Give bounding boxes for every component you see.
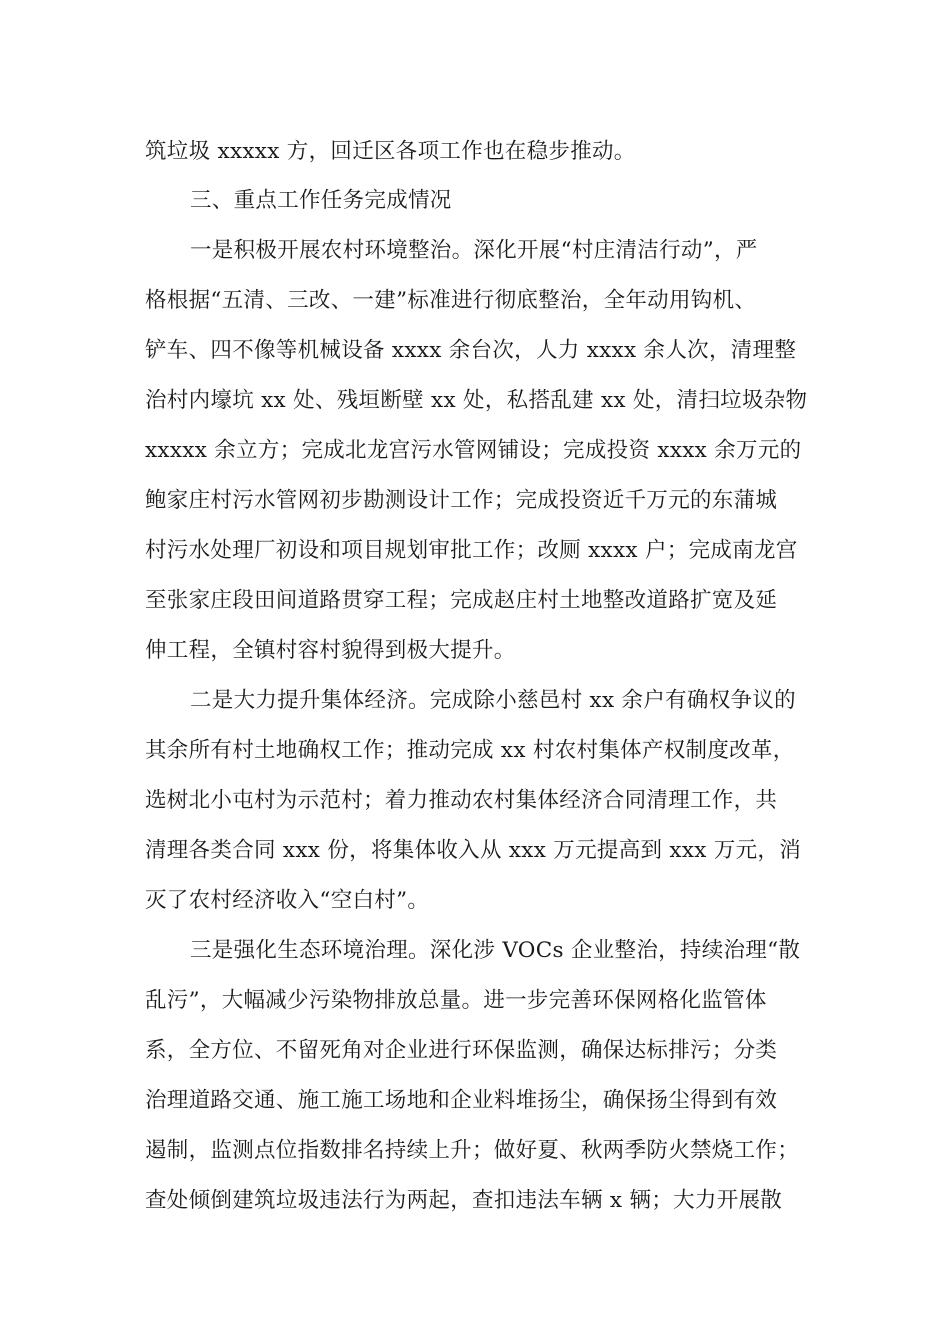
text-line: xxxxx 余立方；完成北龙宫污水管网铺设；完成投资 xxxx 余万元的	[145, 438, 802, 463]
text-line: 一是积极开展农村环境整治。深化开展“村庄清洁行动”，严	[190, 238, 758, 263]
text-line: 治理道路交通、施工施工场地和企业料堆扬尘，确保扬尘得到有效	[145, 1088, 778, 1113]
text-line: 灭了农村经济收入“空白村”。	[145, 888, 430, 913]
text-line: 二是大力提升集体经济。完成除小慈邑村 xx 余户有确权争议的	[190, 688, 796, 713]
section-heading: 三、重点工作任务完成情况	[190, 188, 452, 213]
text-line: 三是强化生态环境治理。深化涉 VOCs 企业整治，持续治理“散	[190, 938, 801, 963]
text-line: 乱污”，大幅减少污染物排放总量。进一步完善环保网格化监管体	[145, 988, 767, 1013]
text-line: 伸工程，全镇村容村貌得到极大提升。	[145, 638, 516, 663]
text-line: 治村内壕坑 xx 处、残垣断壁 xx 处，私搭乱建 xx 处，清扫垃圾杂物	[145, 388, 808, 413]
text-line: 村污水处理厂初设和项目规划审批工作；改厕 xxxx 户；完成南龙宫	[145, 538, 798, 563]
text-line: 至张家庄段田间道路贯穿工程；完成赵庄村土地整改道路扩宽及延	[145, 588, 778, 613]
text-line: 遏制，监测点位指数排名持续上升；做好夏、秋两季防火禁烧工作；	[145, 1138, 800, 1163]
text-line: 筑垃圾 xxxxx 方，回迁区各项工作也在稳步推动。	[145, 139, 636, 164]
text-line: 格根据“五清、三改、一建”标准进行彻底整治，全年动用钩机、	[145, 288, 757, 313]
text-line: 铲车、四不像等机械设备 xxxx 余台次，人力 xxxx 余人次，清理整	[145, 338, 797, 363]
text-line: 选树北小屯村为示范村；着力推动农村集体经济合同清理工作，共	[145, 788, 778, 813]
text-line: 鲍家庄村污水管网初步勘测设计工作；完成投资近千万元的东蒲城	[145, 488, 778, 513]
text-line: 清理各类合同 xxx 份，将集体收入从 xxx 万元提高到 xxx 万元，消	[145, 838, 802, 863]
text-line: 其余所有村土地确权工作；推动完成 xx 村农村集体产权制度改革，	[145, 738, 795, 763]
text-line: 查处倾倒建筑垃圾违法行为两起，查扣违法车辆 x 辆；大力开展散	[145, 1188, 783, 1213]
text-line: 系，全方位、不留死角对企业进行环保监测，确保达标排污；分类	[145, 1038, 778, 1063]
